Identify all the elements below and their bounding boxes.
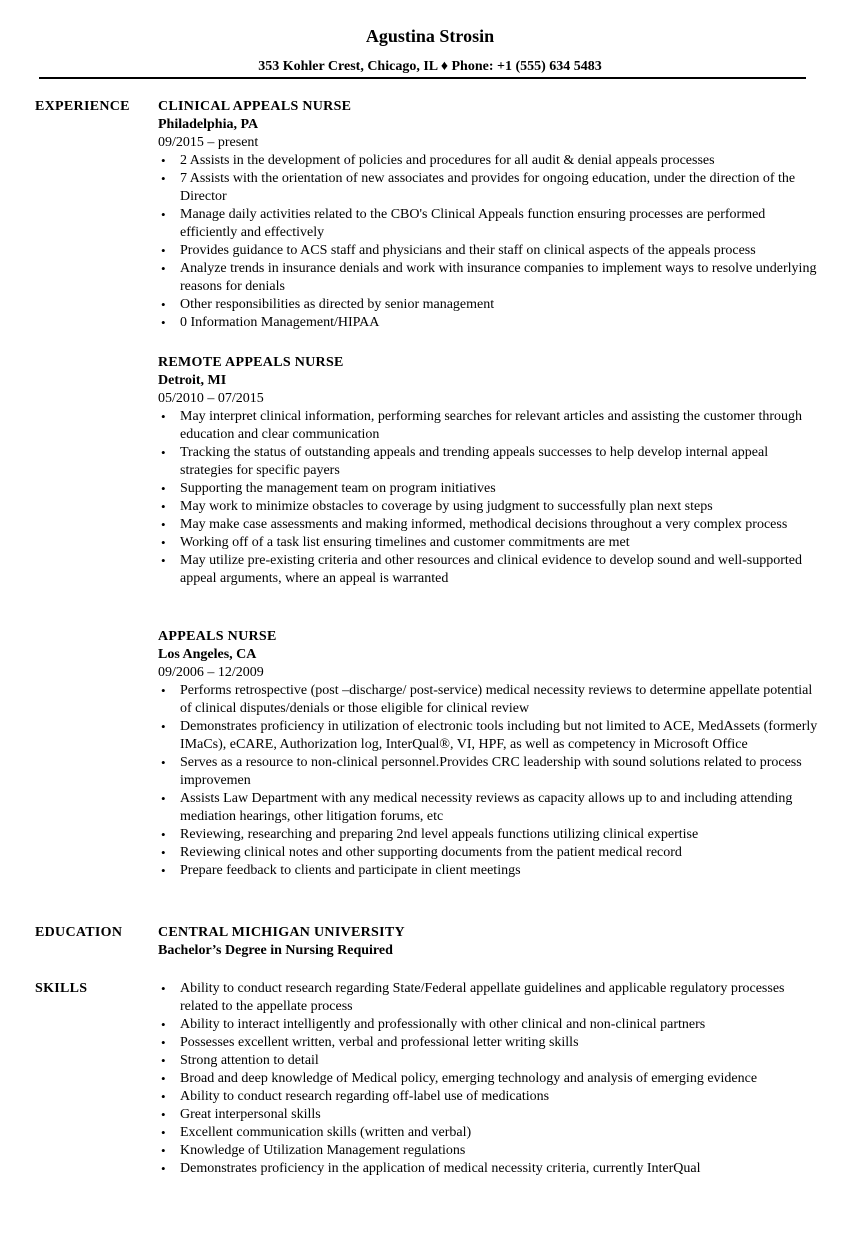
job-bullets [158,408,818,588]
list-item: • 0 Information Management/HIPAA [158,314,818,332]
list-item: • Demonstrates proficiency in the application of medical necessity criteria, currently InterQual [158,1160,818,1178]
job-dates: 05/2010 – 07/2015 [158,391,264,406]
list-item: • Tracking the status of outstanding appeals and trending appeals successes to help develop internal appeal strategies for specific payers [158,444,818,480]
job-bullets [158,682,818,880]
list-item: • Prepare feedback to clients and participate in client meetings [158,862,818,880]
job-entry [158,98,818,332]
job-dates: 09/2006 – 12/2009 [158,665,264,680]
list-item: • Serves as a resource to non-clinical personnel.Provides CRC leadership with sound solutions related to process improvemen [158,754,818,790]
skills-list [158,980,818,1178]
list-item: • Knowledge of Utilization Management regulations [158,1142,818,1160]
list-item: • Broad and deep knowledge of Medical policy, emerging technology and analysis of emerging evidence [158,1070,818,1088]
list-item: • May make case assessments and making informed, methodical decisions throughout a very complex process [158,516,818,534]
job-location: Philadelphia, PA [158,117,259,132]
list-item: • Possesses excellent written, verbal and professional letter writing skills [158,1034,818,1052]
header-divider [39,77,806,79]
job-entry [158,354,818,588]
skills-entry [158,980,818,1178]
list-item: • 2 Assists in the development of policies and procedures for all audit & denial appeals processes [158,152,818,170]
job-dates: 09/2015 – present [158,135,259,150]
section-title-skills: SKILLS [35,981,88,996]
education-entry [158,924,818,960]
list-item: • 7 Assists with the orientation of new associates and provides for ongoing education, under the direction of the Director [158,170,818,206]
list-item: • Strong attention to detail [158,1052,818,1070]
list-item: • Excellent communication skills (written and verbal) [158,1124,818,1142]
list-item: • May interpret clinical information, performing searches for relevant articles and assisting the customer through education and clear communication [158,408,818,444]
list-item: • Performs retrospective (post –discharge/ post-service) medical necessity reviews to determine appellate potential of clinical disputes/denials or those eligible for clinical review [158,682,818,718]
list-item: • Analyze trends in insurance denials and work with insurance companies to implement ways to resolve underlying reasons for denials [158,260,818,296]
list-item: • Manage daily activities related to the CBO's Clinical Appeals function ensuring processes are performed efficiently and effectively [158,206,818,242]
list-item: • Demonstrates proficiency in utilization of electronic tools including but not limited to ACE, MedAssets (formerly IMaCs), eCARE, Authorization log, InterQual®, VI, HPF, as well as competency in Microsoft Office [158,718,818,754]
list-item: • Provides guidance to ACS staff and physicians and their staff on clinical aspects of the appeals process [158,242,818,260]
section-title-experience: EXPERIENCE [35,99,130,114]
list-item: • Supporting the management team on program initiatives [158,480,818,498]
job-location: Detroit, MI [158,373,227,388]
job-title: REMOTE APPEALS NURSE [158,355,344,370]
job-entry [158,628,818,880]
job-title: CLINICAL APPEALS NURSE [158,99,352,114]
list-item: • May utilize pre-existing criteria and other resources and clinical evidence to develop sound and well-supported appeal arguments, where an appeal is warranted [158,552,818,588]
list-item: • Assists Law Department with any medical necessity reviews as capacity allows up to and including attending mediation hearings, other litigation forums, etc [158,790,818,826]
list-item: • Other responsibilities as directed by senior management [158,296,818,314]
job-title: APPEALS NURSE [158,629,277,644]
candidate-name: Agustina Strosin [365,26,495,46]
job-bullets [158,152,818,332]
contact-line: 353 Kohler Crest, Chicago, IL ♦ Phone: +1 (555) 634 5483 [258,59,602,74]
list-item: • Reviewing clinical notes and other supporting documents from the patient medical record [158,844,818,862]
list-item: • Great interpersonal skills [158,1106,818,1124]
degree: Bachelor’s Degree in Nursing Required [158,943,393,958]
list-item: • Reviewing, researching and preparing 2nd level appeals functions utilizing clinical expertise [158,826,818,844]
list-item: • Ability to interact intelligently and professionally with other clinical and non-clinical partners [158,1016,818,1034]
section-title-education: EDUCATION [35,925,123,940]
list-item: • Ability to conduct research regarding State/Federal appellate guidelines and applicable regulatory processes related to the appellate process [158,980,818,1016]
list-item: • May work to minimize obstacles to coverage by using judgment to successfully plan next steps [158,498,818,516]
list-item: • Working off of a task list ensuring timelines and customer commitments are met [158,534,818,552]
school-name: CENTRAL MICHIGAN UNIVERSITY [158,925,405,940]
job-location: Los Angeles, CA [158,647,257,662]
list-item: • Ability to conduct research regarding off-label use of medications [158,1088,818,1106]
